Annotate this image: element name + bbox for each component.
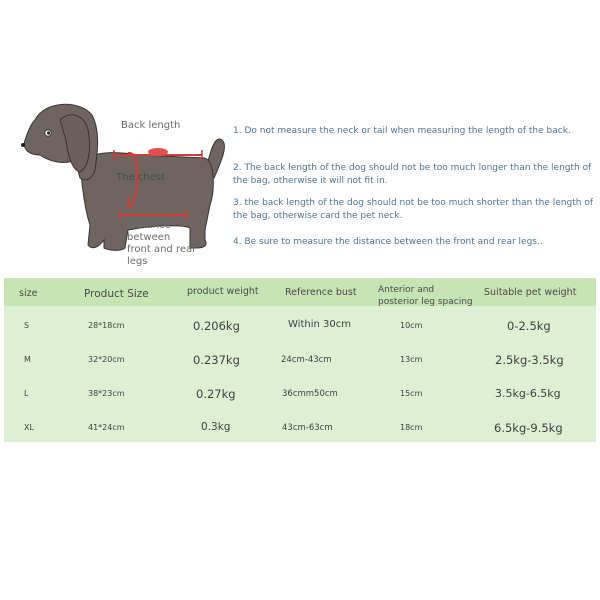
cell-product-size: 38*23cm [88, 389, 125, 398]
cell-pet-weight: 3.5kg-6.5kg [495, 387, 561, 400]
label-leg-distance: Distance between front and rear legs [127, 220, 197, 267]
cell-product-weight: 0.27kg [196, 387, 236, 401]
cell-product-size: 28*18cm [88, 321, 125, 330]
cell-product-size: 32*20cm [88, 355, 125, 364]
cell-pet-weight: 6.5kg-9.5kg [494, 421, 563, 435]
header-reference-bust: Reference bust [285, 287, 357, 298]
cell-leg-spacing: 13cm [400, 355, 423, 364]
cell-size: L [24, 389, 29, 398]
size-chart-table [4, 278, 596, 442]
cell-reference-bust: Within 30cm [288, 319, 351, 330]
label-chest: The chest [116, 172, 165, 183]
cell-reference-bust: 24cm-43cm [281, 355, 332, 365]
cell-pet-weight: 0-2.5kg [507, 319, 551, 333]
cell-size: XL [24, 423, 34, 432]
cell-leg-spacing: 10cm [400, 321, 423, 330]
header-product-weight: product weight [187, 286, 259, 297]
note-4: 4. Be sure to measure the distance between the front and rear legs.. [233, 237, 543, 247]
header-pet-weight: Suitable pet weight [484, 287, 577, 298]
note-3: 3. the back length of the dog should not be too much shorter than the length of the bag, otherwise card the pet neck. [233, 198, 594, 221]
cell-reference-bust: 43cm-63cm [282, 423, 333, 433]
note-1: 1. Do not measure the neck or tail when measuring the length of the back. [233, 126, 571, 136]
note-2: 2. The back length of the dog should not be too much longer than the length of the bag, otherwise it will not fit in. [233, 163, 592, 186]
cell-product-weight: 0.3kg [201, 421, 231, 433]
cell-reference-bust: 36cmm50cm [282, 389, 338, 399]
cell-leg-spacing: 18cm [400, 423, 423, 432]
header-size: size [19, 288, 38, 299]
cell-size: S [24, 321, 30, 330]
cell-product-size: 41*24cm [88, 423, 125, 432]
cell-size: M [24, 355, 31, 364]
cell-product-weight: 0.237kg [193, 353, 240, 367]
label-back-length: Back length [121, 120, 181, 131]
header-product-size: Product Size [84, 288, 149, 300]
cell-pet-weight: 2.5kg-3.5kg [495, 353, 564, 367]
cell-product-weight: 0.206kg [193, 319, 240, 333]
header-leg-spacing: Anterior and posterior leg spacing [378, 285, 473, 307]
table-header-row [4, 278, 596, 306]
cell-leg-spacing: 15cm [400, 389, 423, 398]
